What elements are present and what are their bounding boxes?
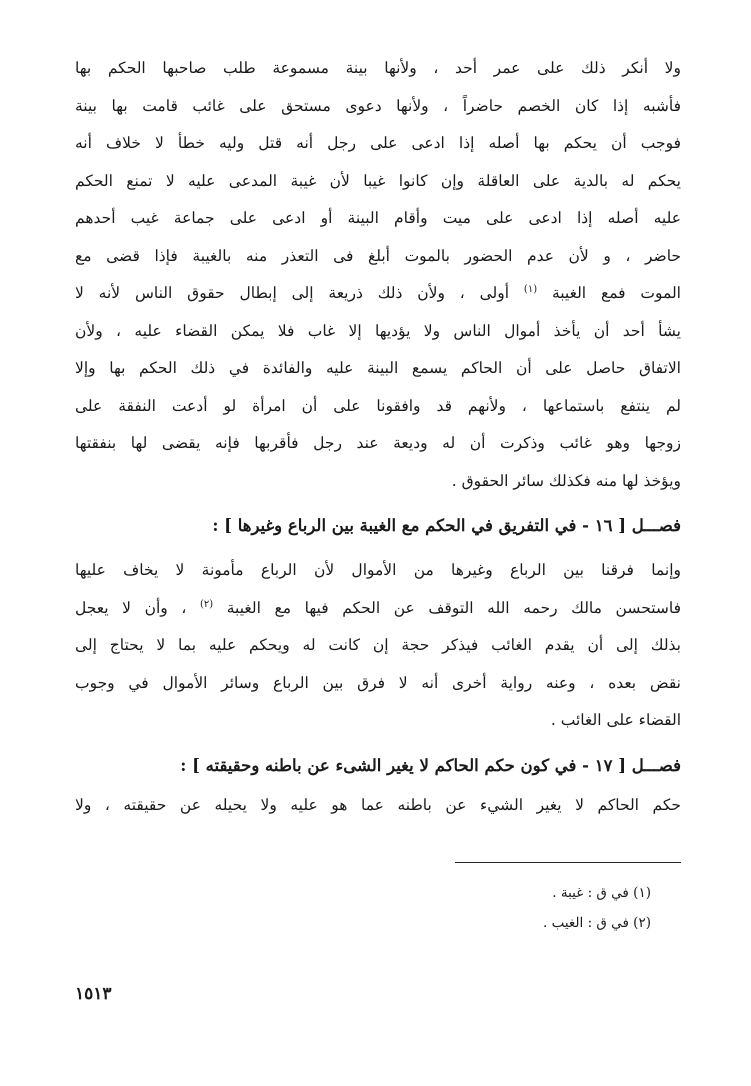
footnote-1: (١) في ق : غيبة . (552, 885, 651, 901)
text-line: عليه أصله إذا ادعى على ميت وأقام البينة أو ادعى على جماعة غيب أحدهم (75, 209, 681, 227)
text-line: يشأ أحد أن يأخذ أموال الناس ولا يؤديها إلا غاب فلا يمكن القضاء عليه ، ولأن (75, 321, 681, 340)
footnote-divider (455, 862, 681, 863)
paragraph-2 (75, 552, 681, 740)
text-line: الاتفاق حاصل على أن الحاكم يسمع البينة عليه والفائدة في ذلك الحكم بها وإلا (75, 359, 681, 377)
text-line: زوجها وهو غائب وذكرت أن له وديعة عند رجل فأقربها فإنه يقضى لها بنفقتها (75, 434, 681, 452)
text-segment: أولى ، ولأن ذلك ذريعة إلى إبطال حقوق الناس لأنه لا (75, 284, 524, 302)
footnote-reference-1: (١) (523, 283, 538, 295)
text-line: لم ينتفع باستماعها ، ولأنهم قد وافقونا على أن امرأة لو أدعت النفقة على (75, 396, 681, 415)
text-line: القضاء على الغائب . (550, 711, 681, 729)
text-line: ولا أنكر ذلك على عمر أحد ، ولأنها بينة مسموعة طلب صاحبها الحكم بها (75, 59, 681, 77)
paragraph-1 (75, 50, 681, 500)
text-segment: الموت فمع الغيبة (551, 284, 681, 302)
section-heading-16: فصـــل [ ١٦ - في التفريق في الحكم مع الغيبة بين الرباع وغيرها ] : (212, 516, 681, 535)
text-line-with-footnote (75, 590, 681, 628)
text-line: حكم الحاكم لا يغير الشيء عن باطنه عما هو عليه ولا يحيله عن حقيقته ، ولا (75, 795, 681, 814)
text-line: حاضر ، و لأن عدم الحضور بالموت أبلغ فى التعذر منه بالغيبة فإذا قضى مع (75, 246, 681, 265)
paragraph-3 (75, 787, 681, 825)
text-line: بذلك إلى أن يقدم الغائب فيذكر حجة إن كانت له ويحكم عليه بما لا يحتاج إلى (75, 636, 681, 654)
main-text (75, 50, 681, 824)
text-line: نقض بعده ، وعنه رواية أخرى أنه لا فرق بين الرباع وسائر الأموال في وجوب (75, 673, 681, 692)
section-heading-17: فصـــل [ ١٧ - في كون حكم الحاكم لا يغير الشىء عن باطنه وحقيقته ] : (180, 755, 681, 775)
text-line-with-footnote (75, 275, 681, 313)
footnote-2: (٢) في ق : الغيب . (543, 915, 651, 931)
text-line: وإنما فرقنا بين الرباع وغيرها من الأموال لأن الرباع مأمونة لا يخاف عليها (75, 561, 681, 579)
text-line: فوجب أن يحكم بها أصله إذا ادعى على رجل أنه قتل وليه خطأ لا خلاف أنه (75, 134, 681, 152)
text-segment: ، وأن لا يعجل (75, 598, 200, 617)
text-line: ويؤخذ لها منه فكذلك سائر الحقوق . (451, 471, 681, 490)
text-segment: فاستحسن مالك رحمه الله التوقف عن الحكم فيها مع الغيبة (226, 598, 681, 617)
text-line: يحكم له بالدية على العاقلة وإن كانوا غيبا لأن غيبة المدعى عليه لا تمنع الحكم (75, 171, 681, 190)
footnote-reference-2: (٢) (199, 598, 214, 610)
text-line: فأشبه إذا كان الخصم حاضراً ، ولأنها دعوى مستحق على غائب قامت بها بينة (75, 96, 681, 115)
page-number: ١٥١٣ (75, 984, 112, 1004)
footnotes (300, 878, 651, 938)
